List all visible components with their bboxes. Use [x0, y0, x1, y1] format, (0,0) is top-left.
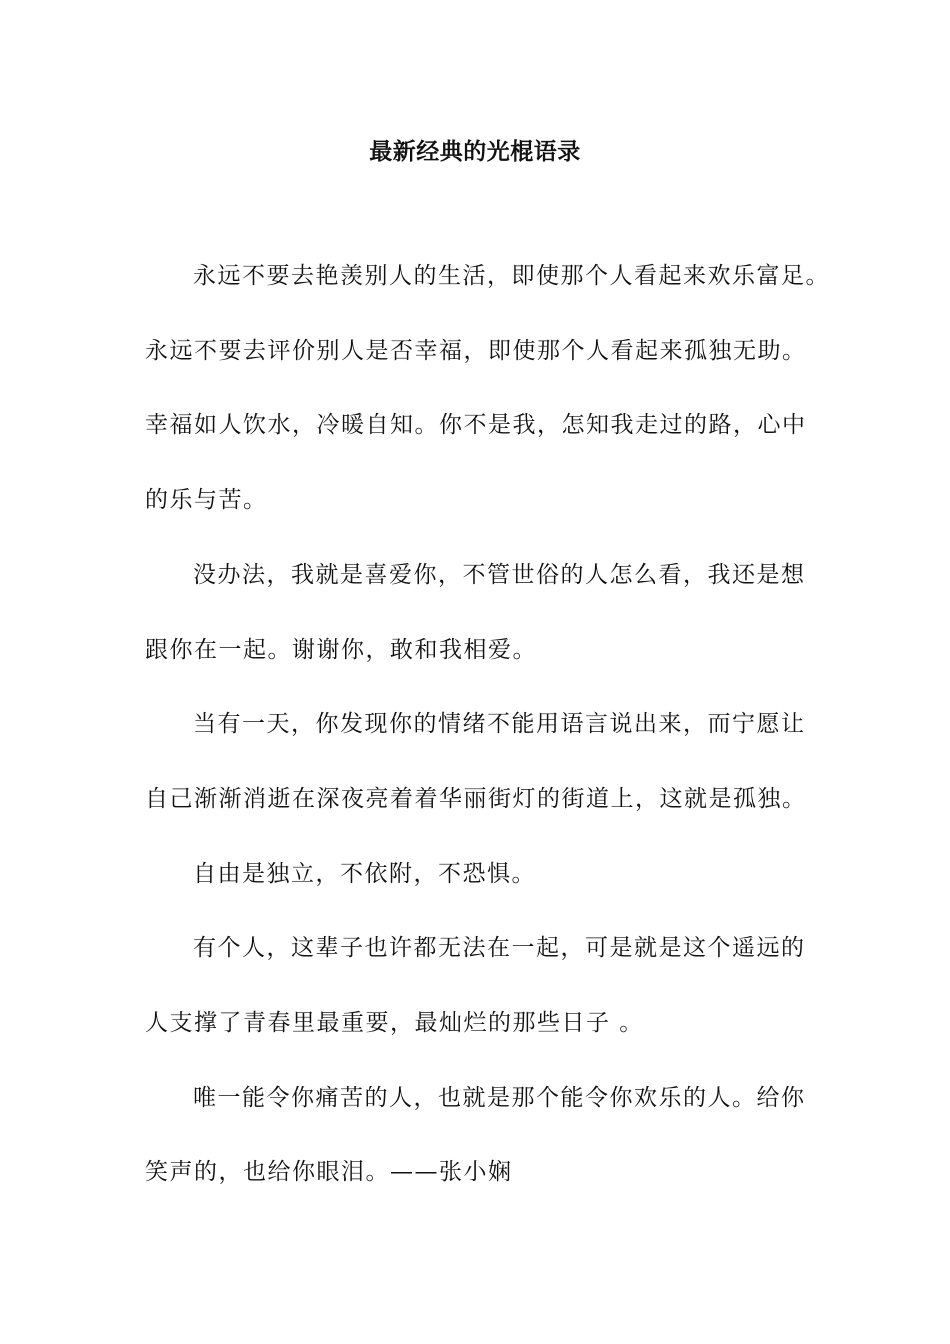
paragraph-3-line-2: 自己渐渐消逝在深夜亮着着华丽街灯的街道上，这就是孤独。	[145, 786, 807, 812]
paragraph-2-line-1: 没办法，我就是喜爱你，不管世俗的人怎么看，我还是想	[193, 562, 806, 588]
paragraph-5-line-1: 有个人，这辈子也许都无法在一起，可是就是这个遥远的	[193, 935, 806, 961]
paragraph-4-line-1: 自由是独立，不依附，不恐惧。	[193, 861, 536, 887]
paragraph-1-line-3: 幸福如人饮水，冷暖自知。你不是我，怎知我走过的路，心中	[145, 412, 807, 438]
paragraph-6-line-2: 笑声的，也给你眼泪。——张小娴	[145, 1159, 513, 1185]
paragraph-5-line-2: 人支撑了青春里最重要，最灿烂的那些日子 。	[145, 1010, 644, 1036]
document-title: 最新经典的光棍语录	[369, 139, 581, 165]
paragraph-1-line-2: 永远不要去评价别人是否幸福，即使那个人看起来孤独无助。	[145, 338, 807, 364]
paragraph-1-line-1: 永远不要去艳羡别人的生活，即使那个人看起来欢乐富足。	[193, 263, 830, 289]
paragraph-6-line-1: 唯一能令你痛苦的人，也就是那个能令你欢乐的人。给你	[193, 1085, 806, 1111]
paragraph-2-line-2: 跟你在一起。谢谢你，敢和我相爱。	[145, 637, 537, 663]
paragraph-3-line-1: 当有一天，你发现你的情绪不能用语言说出来，而宁愿让	[193, 711, 806, 737]
paragraph-1-line-4: 的乐与苦。	[145, 487, 268, 513]
